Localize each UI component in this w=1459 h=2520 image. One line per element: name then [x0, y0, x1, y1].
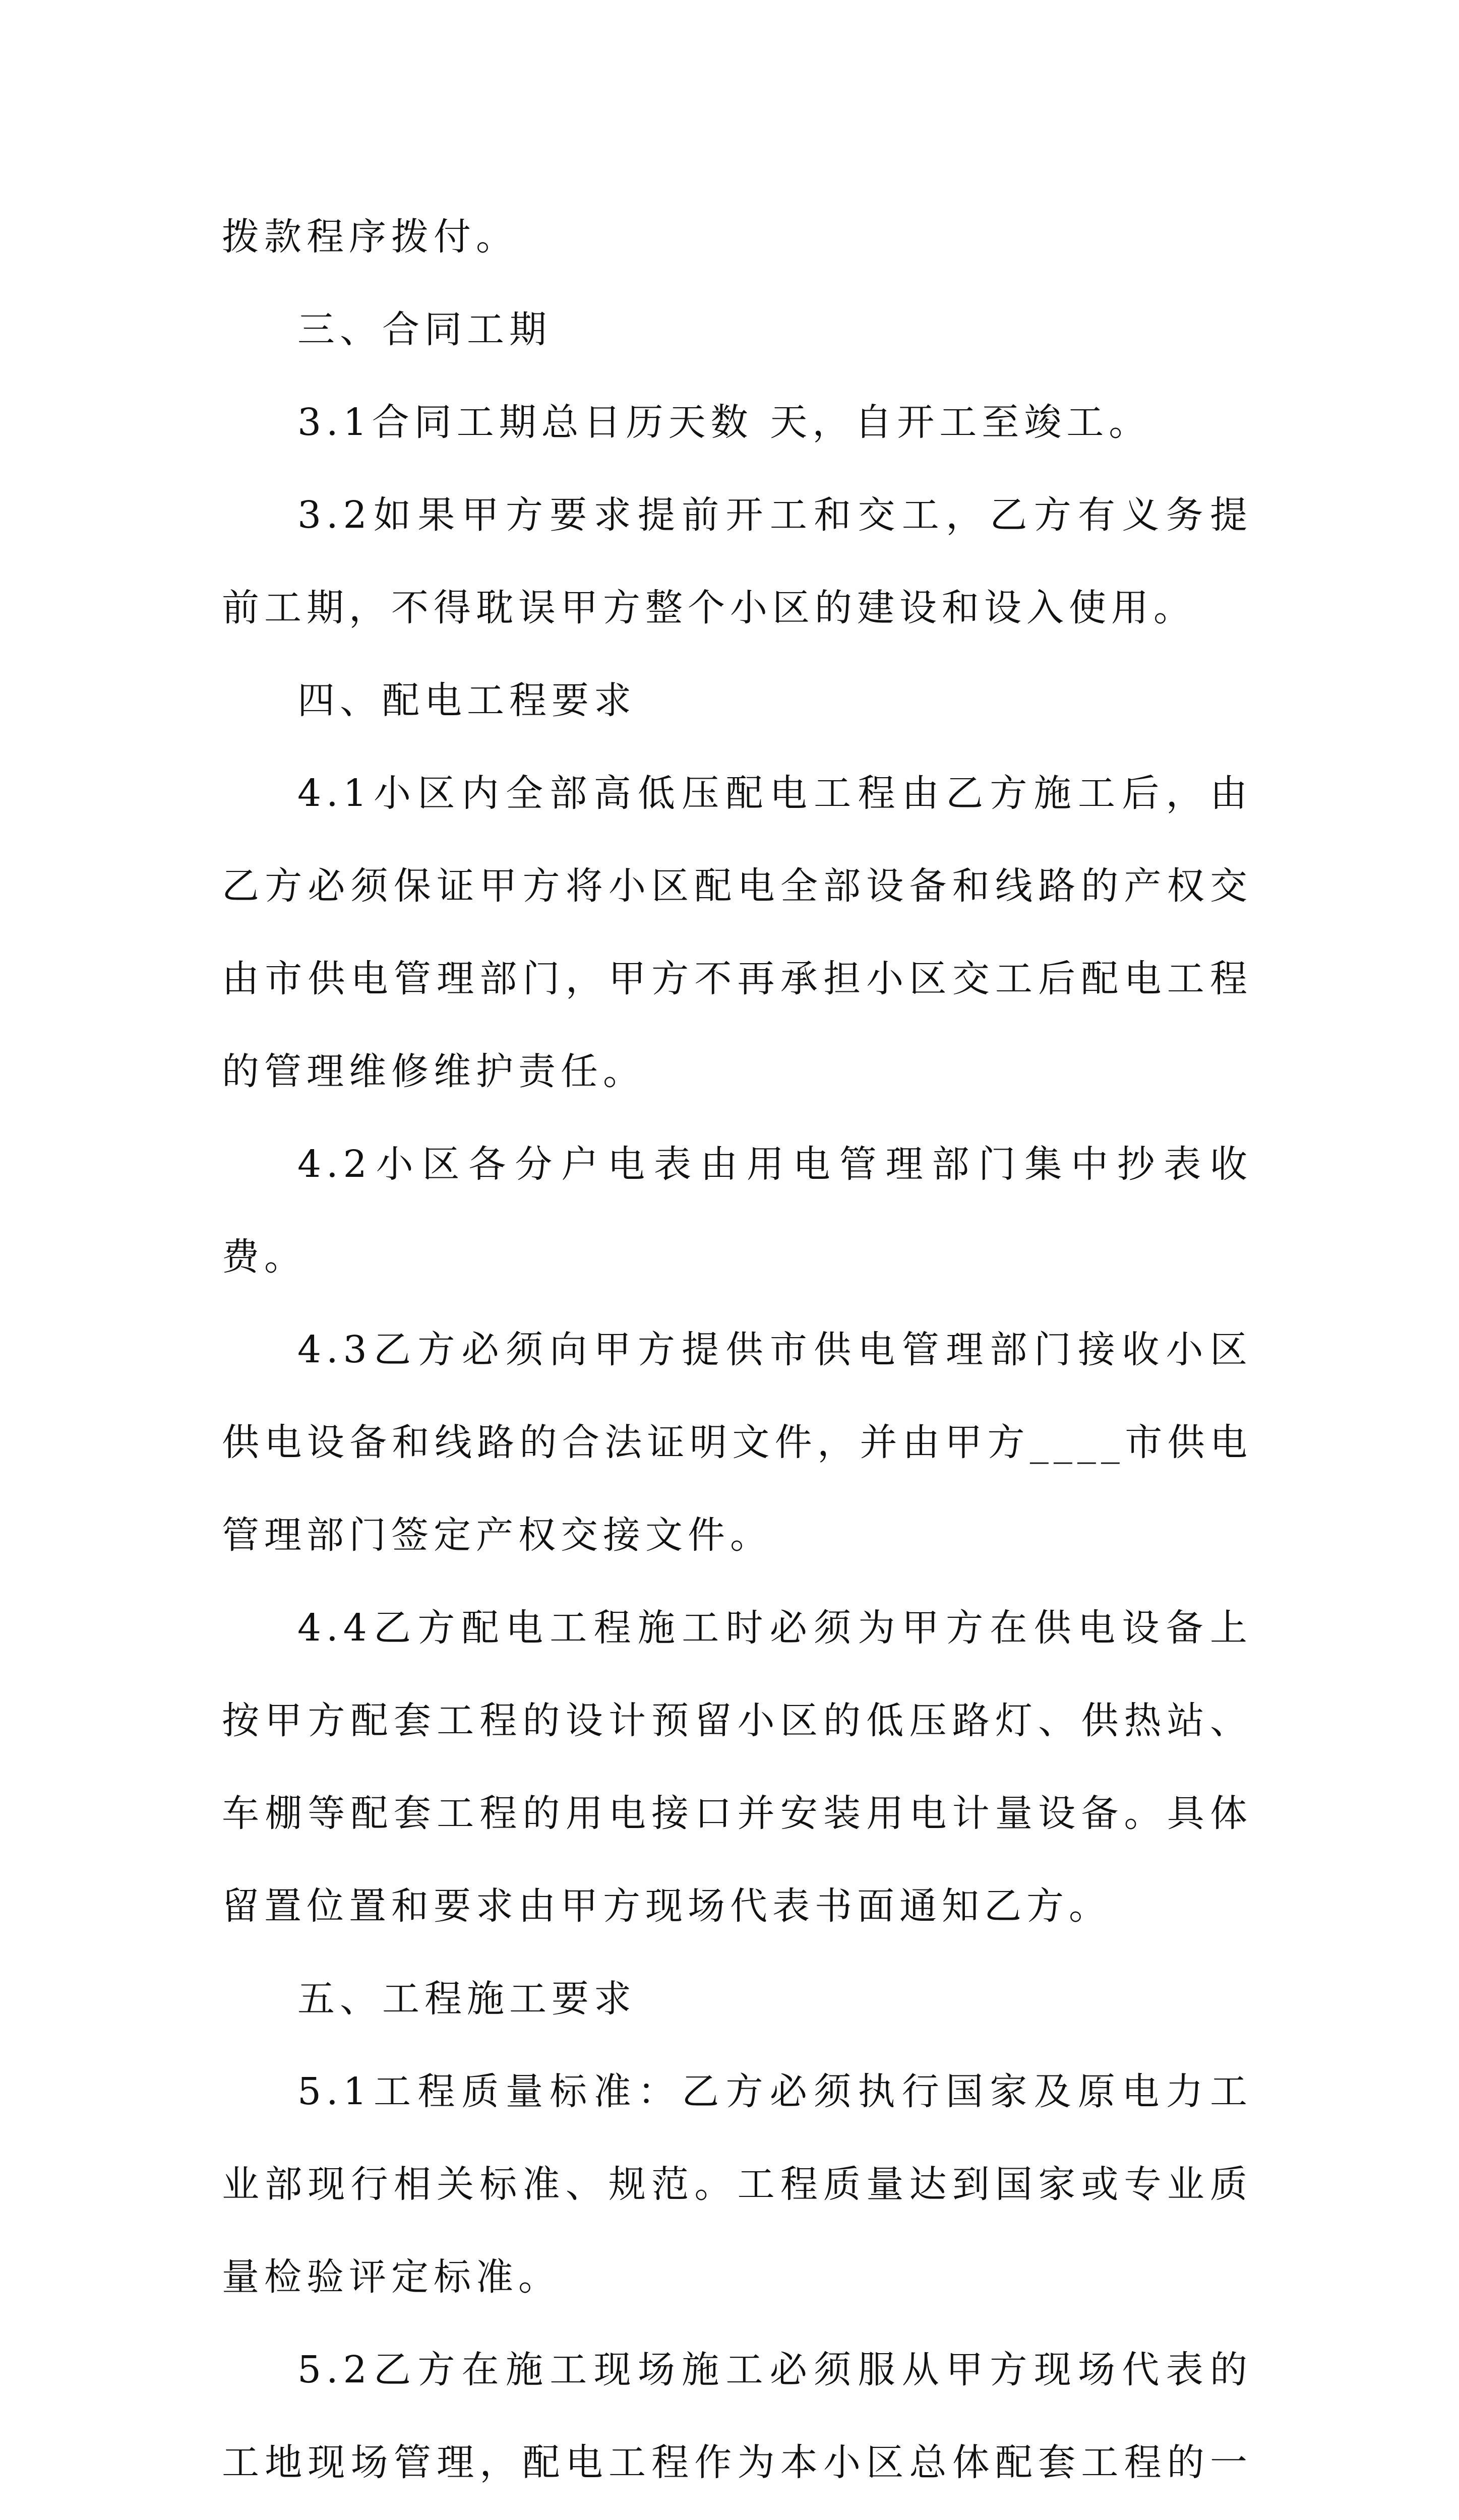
section-heading-contract-period: 三、合同工期: [297, 308, 552, 351]
clause-4-2: 4.2小区各分户电表由用电管理部门集中抄表收费。: [222, 1143, 1252, 1279]
section-heading-construction-requirements: 五、工程施工要求: [297, 1977, 636, 2021]
clause-3-2: 3.2如果甲方要求提前开工和交工，乙方有义务提前工期，不得耽误甲方整个小区的建设和设入使用。: [222, 493, 1252, 629]
clause-5-1: 5.1工程质量标准：乙方必须执行国家及原电力工业部现行相关标准、规范。工程质量达到国家或专业质量检验评定标准。: [222, 2070, 1252, 2299]
section-heading-power-distribution: 四、配电工程要求: [297, 679, 636, 722]
document-body: [222, 191, 1252, 2520]
clause-4-3: 4.3乙方必须向甲方提供市供电管理部门接收小区供电设备和线路的合法证明文件，并由甲方____市供电管理部门签定产权交接文件。: [222, 1328, 1252, 1557]
clause-5-2: 5.2乙方在施工现场施工必须服从甲方现场代表的工地现场管理，配电工程作为本小区总体配套工程的一: [222, 2348, 1252, 2484]
clause-3-1: 3.1合同工期总日历天数 天，自开工至竣工。: [297, 401, 1151, 444]
paragraph-continuation: 拨款程序拨付。: [222, 215, 518, 259]
clause-4-4: 4.4乙方配电工程施工时必须为甲方在供电设备上按甲方配套工程的设计预留小区的低压路灯、供热站、车棚等配套工程的用电接口并安装用电计量设备。具体留置位置和要求由甲方现场代表书面通知乙方。: [222, 1606, 1252, 1928]
clause-4-1: 4.1小区内全部高低压配电工程由乙方施工后，由乙方必须保证甲方将小区配电全部设备和线路的产权交由市供电管理部门，甲方不再承担小区交工后配电工程的管理维修维护责任。: [222, 772, 1252, 1093]
